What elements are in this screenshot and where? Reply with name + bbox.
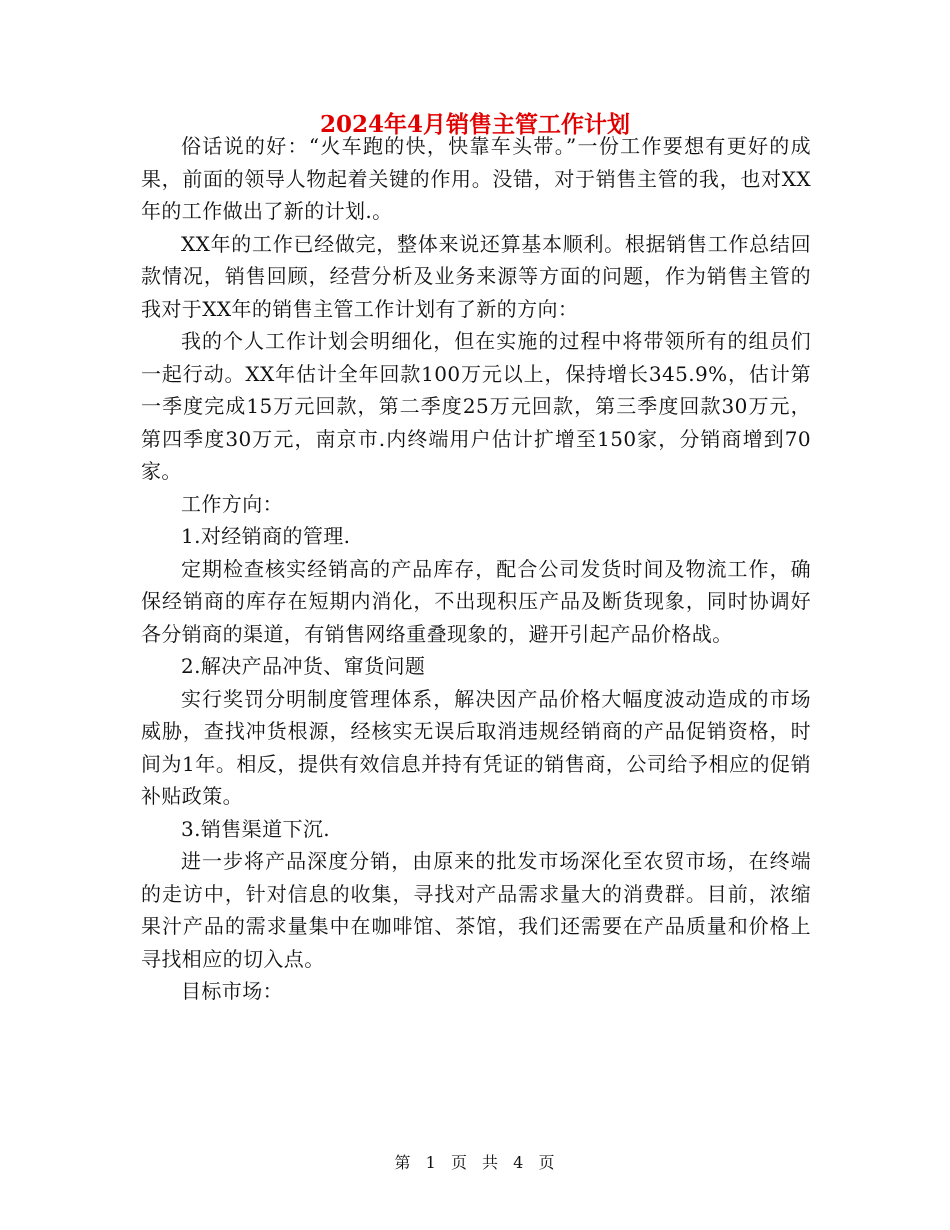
footer-label-page: 第 — [394, 1153, 412, 1172]
paragraph-targets: 我的个人工作计划会明细化，但在实施的过程中将带领所有的组员们一起行动。XX年估计全年回款100万元以上，保持增长345.9%，估计第一季度完成15万元回款，第二季度25万元回款，第三季度回款30万元，第四季度30万元，南京市.内终端用户估计扩增至150家，分销商增到70家。 — [141, 329, 811, 483]
paragraph-dealer-management: 定期检查核实经销高的产品库存，配合公司发货时间及物流工作，确保经销商的库存在短期内消化，不出现积压产品及断货现象，同时协调好各分销商的渠道，有销售网络重叠现象的，避开引起产品价格战。 — [141, 556, 811, 646]
paragraph-channel-sinking: 进一步将产品深度分销，由原来的批发市场深化至农贸市场，在终端的走访中，针对信息的收集，寻找对产品需求量大的消费群。目前，浓缩果汁产品的需求量集中在咖啡馆、茶馆，我们还需要在产品质量和价格上寻找相应的切入点。 — [141, 849, 811, 971]
paragraph-review: XX年的工作已经做完，整体来说还算基本顺利。根据销售工作总结回款情况，销售回顾，经营分析及业务来源等方面的问题，作为销售主管的我对于XX年的销售主管工作计划有了新的方向： — [141, 231, 811, 321]
footer-label-total: 共 — [482, 1153, 500, 1172]
section-heading-target-market: 目标市场： — [181, 979, 283, 1003]
document-title: 2024年4月销售主管工作计划 — [319, 111, 631, 138]
footer-total-pages: 4 — [513, 1153, 525, 1172]
item-heading-cross-selling: 2.解决产品冲货、窜货问题 — [181, 654, 426, 678]
item-heading-dealer-management: 1.对经销商的管理. — [181, 524, 351, 548]
item-heading-channel-sinking: 3.销售渠道下沉. — [181, 816, 331, 841]
footer-current-page: 1 — [425, 1153, 437, 1172]
document-body — [141, 130, 811, 1008]
paragraph-intro: 俗话说的好：“火车跑的快，快靠车头带。”一份工作要想有更好的成果，前面的领导人物起着关键的作用。没错，对于销售主管的我，也对XX年的工作做出了新的计划.。 — [141, 134, 811, 223]
footer-label-unit: 页 — [450, 1153, 468, 1172]
page-footer — [0, 1152, 950, 1174]
section-heading-direction: 工作方向： — [181, 491, 283, 516]
paragraph-cross-selling: 实行奖罚分明制度管理体系，解决因产品价格大幅度波动造成的市场威胁，查找冲货根源，经核实无误后取消违规经销商的产品促销资格，时间为1年。相反，提供有效信息并持有凭证的销售商，公司给予相应的促销补贴政策。 — [141, 686, 811, 808]
footer-label-unit-2: 页 — [538, 1153, 556, 1172]
